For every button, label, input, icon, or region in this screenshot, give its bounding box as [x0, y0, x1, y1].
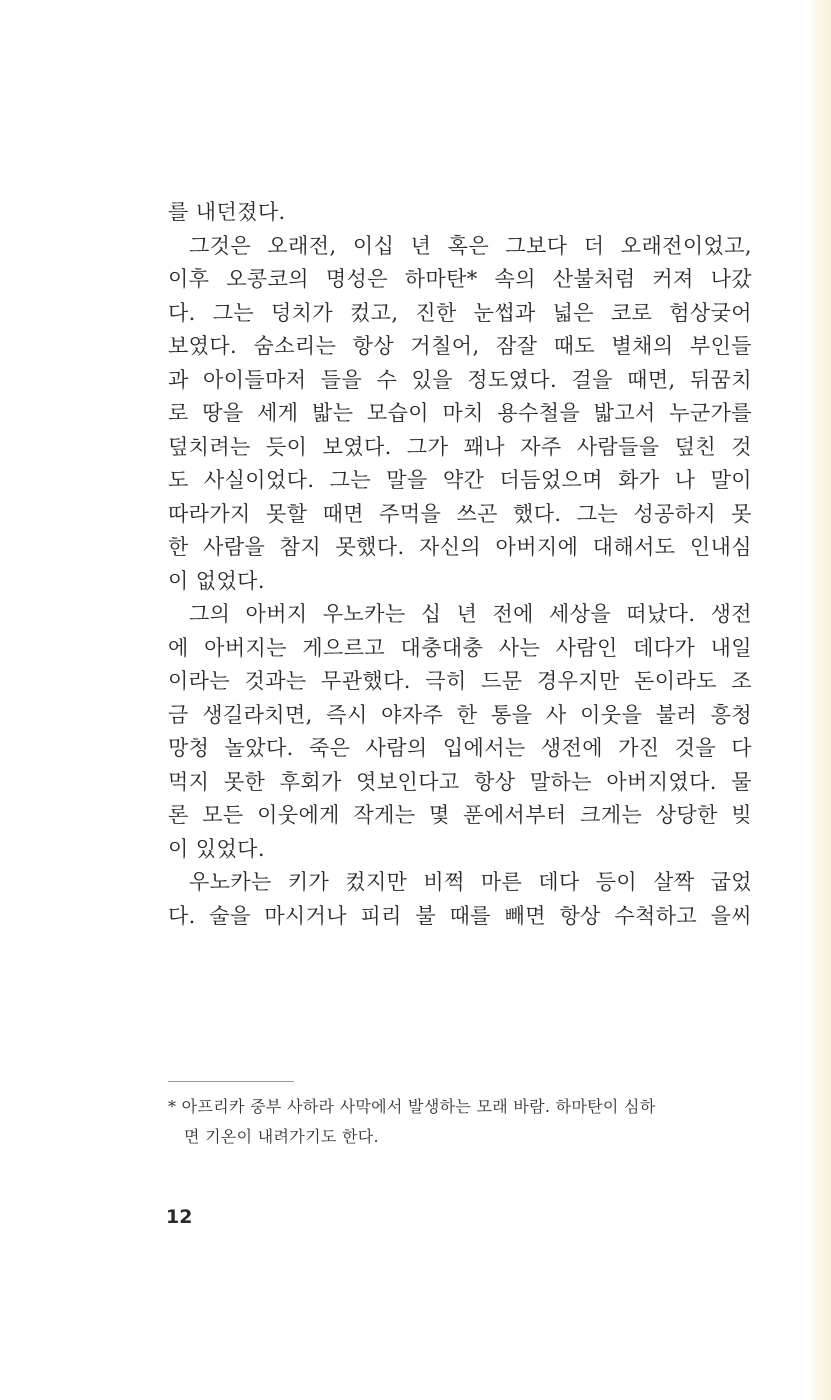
body-text	[168, 196, 752, 933]
footnote-line: * 아프리카 중부 사하라 사막에서 발생하는 모래 바람. 하마탄이 심하	[168, 1097, 656, 1116]
footnote	[168, 1092, 752, 1152]
text-line: 론 모든 이웃에게 작게는 몇 푼에서부터 크게는 상당한 빚	[168, 803, 752, 827]
text-line: 덮치려는 듯이 보였다. 그가 꽤나 자주 사람들을 덮친 것	[168, 434, 752, 459]
text-line: 망청 놀았다. 죽은 사람의 입에서는 생전에 가진 것을 다	[168, 736, 752, 760]
text-line: 보였다. 숨소리는 항상 거칠어, 잠잘 때도 별채의 부인들	[168, 334, 752, 358]
text-line: 로 땅을 세게 밟는 모습이 마치 용수철을 밟고서 누군가를	[168, 401, 752, 425]
text-line: 에 아버지는 게으르고 대충대충 사는 사람인 데다가 내일	[168, 635, 752, 660]
text-line: 이 없었다.	[168, 568, 265, 593]
text-line: 그것은 오래전, 이십 년 혹은 그보다 더 오래전이었고,	[189, 233, 752, 258]
text-line: 도 사실이었다. 그는 말을 약간 더듬었으며 화가 나 말이	[168, 468, 752, 492]
text-line: 이라는 것과는 무관했다. 극히 드문 경우지만 돈이라도 조	[168, 669, 752, 693]
text-line: 금 생길라치면, 즉시 야자주 한 통을 사 이웃을 불러 흥청	[168, 702, 752, 727]
text-line: 를 내던졌다.	[168, 200, 286, 224]
text-line: 과 아이들마저 들을 수 있을 정도였다. 걸을 때면, 뒤꿈치	[168, 367, 752, 392]
text-line: 우노카는 키가 컸지만 비쩍 마른 데다 등이 살짝 굽었	[189, 870, 752, 894]
footnote-line: 면 기온이 내려가기도 한다.	[184, 1127, 379, 1146]
text-line: 그의 아버지 우노카는 십 년 전에 세상을 떠났다. 생전	[189, 602, 752, 626]
text-line: 이 있었다.	[168, 836, 265, 861]
text-line: 먹지 못한 후회가 엿보인다고 항상 말하는 아버지였다. 물	[168, 769, 752, 794]
text-line: 다. 그는 덩치가 컸고, 진한 눈썹과 넓은 코로 험상궂어	[168, 300, 752, 325]
page-spine-shadow	[809, 0, 831, 1400]
page-number: 12	[166, 1206, 193, 1228]
footnote-divider	[168, 1081, 294, 1082]
text-line: 한 사람을 참지 못했다. 자신의 아버지에 대해서도 인내심	[168, 535, 752, 559]
text-line: 따라가지 못할 때면 주먹을 쓰곤 했다. 그는 성공하지 못	[168, 501, 752, 526]
text-line: 다. 술을 마시거나 피리 불 때를 빼면 항상 수척하고 을씨	[168, 903, 752, 928]
text-line: 이후 오콩코의 명성은 하마탄* 속의 산불처럼 커져 나갔	[168, 267, 752, 291]
